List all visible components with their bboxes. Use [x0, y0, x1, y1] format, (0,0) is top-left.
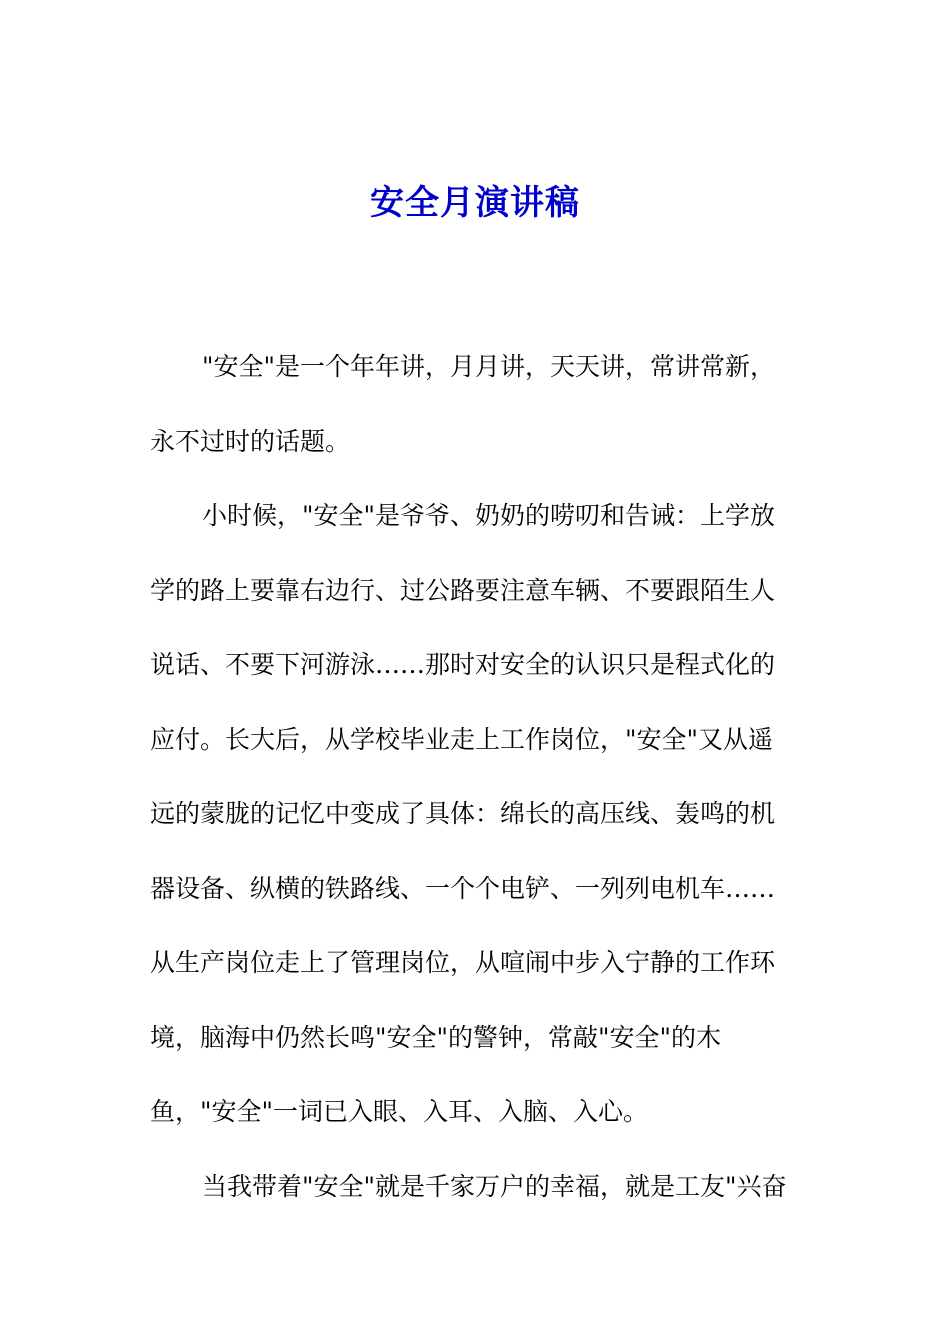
- document-title: 安全月演讲稿: [370, 183, 580, 223]
- text-line: 说话、不要下河游泳……那时对安全的认识只是程式化的: [150, 650, 776, 679]
- text-line: 永不过时的话题。: [150, 426, 351, 456]
- text-line: 小时候，"安全"是爷爷、奶奶的唠叨和告诫：上学放: [202, 501, 776, 530]
- text-line: 器设备、纵横的铁路线、一个个电铲、一列列电机车……: [150, 873, 776, 903]
- text-line: 境，脑海中仍然长鸣"安全"的警钟，常敲"安全"的木: [150, 1022, 721, 1052]
- document-body: [150, 330, 810, 1224]
- text-line: "安全"是一个年年讲，月月讲，天天讲，常讲常新，: [202, 352, 776, 381]
- text-line: 从生产岗位走上了管理岗位，从喧闹中步入宁静的工作环: [150, 948, 776, 977]
- text-line: 鱼，"安全"一词已入眼、入耳、入脑、入心。: [150, 1097, 648, 1126]
- text-line: 远的蒙胧的记忆中变成了具体：绵长的高压线、轰鸣的机: [150, 799, 776, 828]
- text-line: 当我带着"安全"就是千家万户的幸福，就是工友"兴奋: [202, 1171, 787, 1201]
- text-line: 应付。长大后，从学校毕业走上工作岗位，"安全"又从遥: [150, 724, 774, 754]
- text-line: 学的路上要靠右边行、过公路要注意车辆、不要跟陌生人: [150, 575, 776, 605]
